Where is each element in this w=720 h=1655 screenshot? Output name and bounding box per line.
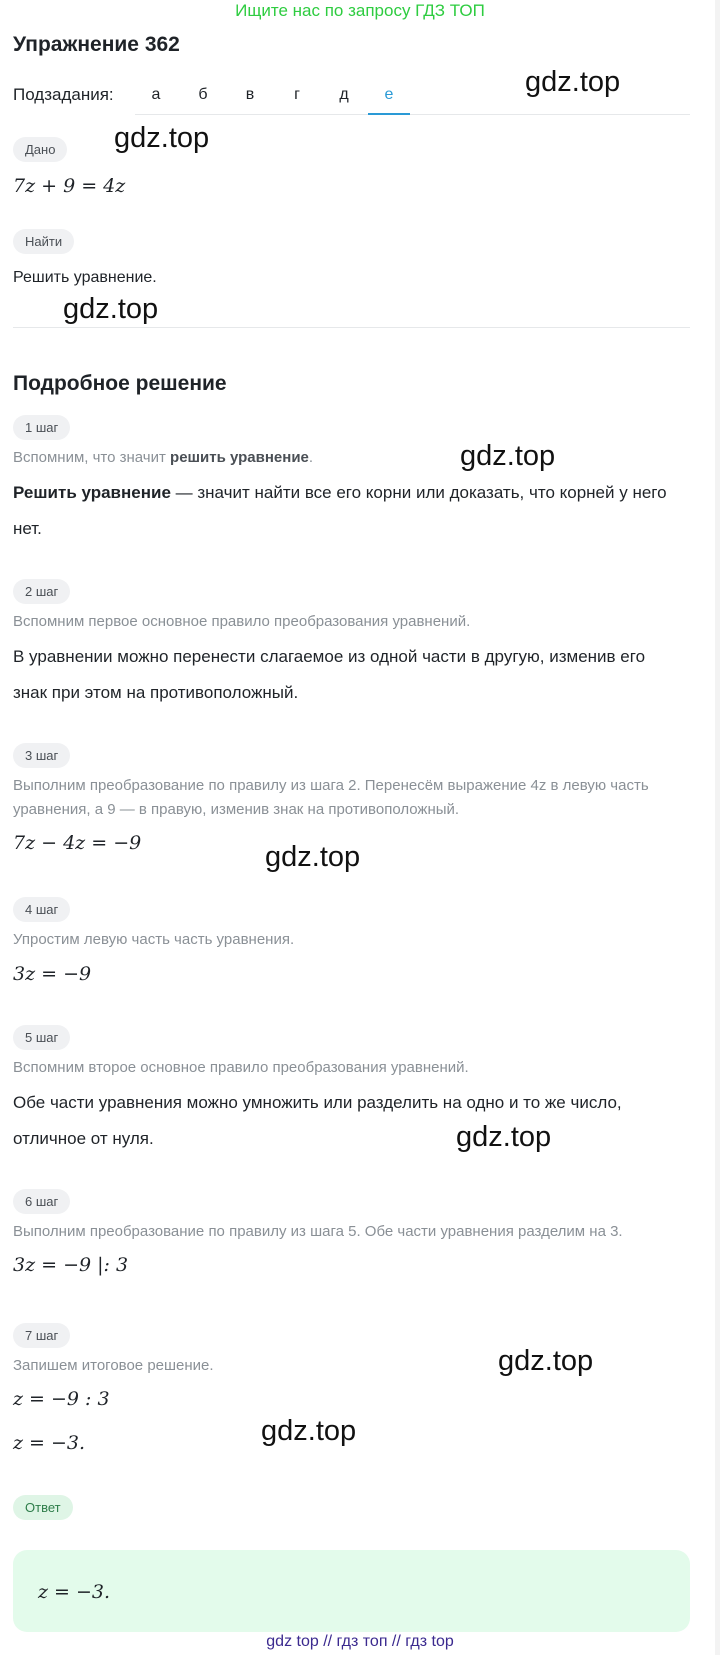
tab-b[interactable]: б [198, 86, 208, 103]
tab-v[interactable]: в [245, 86, 255, 103]
step-text: Решить уравнение — значит найти все его корни или доказать, что корней у него нет. [13, 483, 667, 538]
step-equation: z = −3. [13, 1432, 86, 1454]
step-note: Выполним преобразование по правилу из шага 2. Перенесём выражение 4z в левую часть уравнения, а 9 — в правую, изменив знак на противоположный. [13, 777, 649, 818]
watermark: gdz.top [498, 1345, 594, 1377]
given-chip: Дано [13, 137, 67, 162]
answer-chip: Ответ [13, 1495, 73, 1520]
step-note: Вспомним, что значит решить уравнение. [13, 449, 314, 466]
step-note: Вспомним второе основное правило преобразования уравнений. [13, 1059, 469, 1076]
step-text: В уравнении можно перенести слагаемое из одной части в другую, изменив его знак при этом на противоположный. [13, 647, 646, 702]
scrollbar[interactable] [715, 0, 720, 1655]
step-chip: 4 шаг [13, 897, 70, 922]
watermark: gdz.top [456, 1121, 552, 1153]
page-title: Упражнение 362 [13, 33, 180, 56]
step-chip: 5 шаг [13, 1025, 70, 1050]
step-equation: 3z = −9 |: 3 [13, 1254, 129, 1276]
step-chip: 1 шаг [13, 415, 70, 440]
step-equation: z = −9 : 3 [13, 1388, 110, 1410]
step-note: Упростим левую часть часть уравнения. [13, 931, 295, 948]
find-chip: Найти [13, 229, 74, 254]
answer-box [13, 1550, 690, 1632]
step-chip: 6 шаг [13, 1189, 70, 1214]
step-note: Запишем итоговое решение. [13, 1357, 214, 1374]
step-chip: 7 шаг [13, 1323, 70, 1348]
watermark: gdz.top [63, 293, 159, 325]
step-equation: 3z = −9 [13, 963, 92, 985]
step-text: Обе части уравнения можно умножить или разделить на одно и то же число, отличное от нуля. [13, 1093, 622, 1148]
search-banner: Ищите нас по запросу ГДЗ ТОП [235, 1, 485, 20]
watermark: gdz.top [265, 841, 361, 873]
step-chip: 2 шаг [13, 579, 70, 604]
tab-a[interactable]: а [151, 86, 161, 103]
tab-g[interactable]: г [294, 86, 300, 103]
step-chip: 3 шаг [13, 743, 70, 768]
step-note: Вспомним первое основное правило преобразования уравнений. [13, 613, 471, 630]
watermark: gdz.top [460, 440, 556, 472]
watermark: gdz.top [114, 122, 210, 154]
tab-e[interactable]: е [368, 80, 410, 115]
answer-equation: z = −3. [38, 1581, 111, 1603]
step-equation: 7z − 4z = −9 [13, 832, 142, 854]
subtasks-label: Подзадания: [13, 85, 114, 104]
footer-links[interactable]: gdz top // гдз топ // гдз top [266, 1633, 454, 1650]
step-note: Выполним преобразование по правилу из шага 5. Обе части уравнения разделим на 3. [13, 1223, 623, 1240]
tab-d[interactable]: д [339, 86, 349, 103]
find-text: Решить уравнение. [13, 269, 157, 286]
given-equation: 7z + 9 = 4z [13, 175, 126, 197]
watermark: gdz.top [525, 66, 621, 98]
watermark: gdz.top [261, 1415, 357, 1447]
solution-title: Подробное решение [13, 372, 227, 395]
divider [13, 327, 690, 328]
